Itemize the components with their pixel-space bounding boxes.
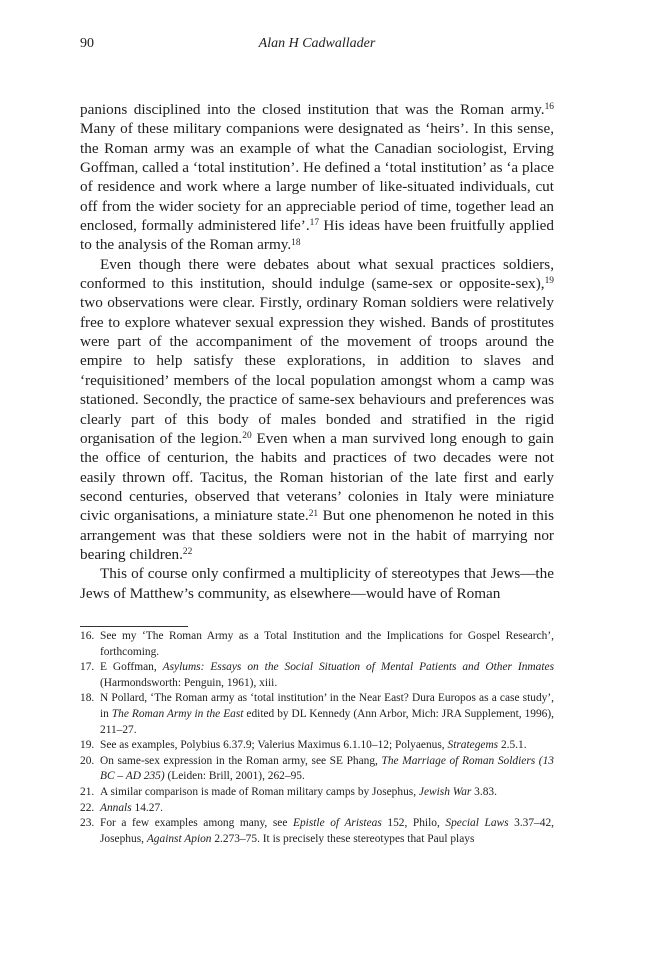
book-title: The Marriage of Roman Soldiers (13 BC – AD 235) [100, 754, 554, 783]
footnote-number: 18. [80, 692, 95, 705]
text-run: Even when a man survived long enough to gain the office of centurion, the habits and practices of two decades were not easily thrown off. Tacitus, the Roman historian of the late first and early second centuries, observed that veterans’ colonies in Italy were miniature civic organisations, a miniature state. [80, 429, 554, 525]
footnote-ref-21[interactable]: 21 [308, 508, 319, 519]
footnote-ref-20[interactable]: 20 [242, 431, 252, 442]
footnote-text [100, 629, 554, 660]
main-text [80, 100, 554, 603]
running-header [80, 36, 554, 56]
book-title: Against Apion [146, 832, 212, 845]
text-run: edited by DL Kennedy (Ann Arbor, Mich: JRA Supplement, 1996), 211–27. [100, 707, 554, 736]
text-run: 2.5.1. [498, 739, 527, 752]
footnotes [80, 629, 554, 847]
text-run: This of course only confirmed a multiplicity of stereotypes that Jews—the Jews of Matthew’s community, as elsewhere—would have of Roman [80, 565, 554, 602]
text-run: 14.27. [131, 801, 163, 814]
footnote-ref-18[interactable]: 18 [291, 237, 301, 248]
footnote-number: 22. [80, 801, 95, 814]
book-title: Special Laws [445, 817, 509, 830]
footnote-number: 16. [80, 630, 95, 642]
page-number: 90 [80, 36, 94, 51]
footnote-21 [80, 785, 554, 801]
footnote-18 [80, 691, 554, 738]
book-title: Annals [100, 801, 132, 814]
text-run: N Pollard, ‘The Roman army as ‘total institution’ in the Near East? Dura Europos as a case study’, in [100, 692, 554, 720]
footnote-ref-22[interactable]: 22 [182, 547, 193, 558]
footnote-19 [80, 738, 554, 754]
text-run: But one phenomenon he noted in this arrangement was that these soldiers were not in the habit of marrying nor bearing children. [80, 507, 554, 563]
text-run: panions disciplined into the closed institution that was the Roman army. [80, 101, 545, 118]
text-run: See my ‘The Roman Army as a Total Institution and the Implications for Gospel Research’, forthcoming. [100, 630, 554, 658]
footnote-text [100, 801, 554, 817]
footnote-23 [80, 816, 554, 847]
footnote-number: 17. [80, 661, 95, 674]
text-run: For a few examples among many, see [100, 817, 293, 830]
footnote-text [100, 691, 554, 738]
footnote-text [100, 816, 554, 847]
paragraph-1 [80, 100, 554, 255]
paragraph-3 [80, 564, 554, 603]
footnote-text [100, 660, 554, 691]
text-run: 152, Philo, [381, 817, 446, 830]
text-run: A similar comparison is made of Roman military camps by Josephus, [100, 785, 419, 798]
text-run: (Harmondsworth: Penguin, 1961), xiii. [100, 676, 278, 689]
text-run: (Leiden: Brill, 2001), 262–95. [164, 770, 305, 783]
text-run: 3.83. [471, 785, 497, 798]
footnote-ref-16[interactable]: 16 [544, 102, 554, 113]
footnote-number: 21. [80, 785, 95, 798]
footnote-ref-17[interactable]: 17 [309, 218, 320, 229]
book-title: Strategems [447, 739, 499, 752]
footnote-17 [80, 660, 554, 691]
text-run: Many of these military companions were designated as ‘heirs’. In this sense, the Roman army was an example of what the Canadian sociologist, Erving Goffman, called a ‘total institution’. He defined a ‘total institution’ as ‘a place of residence and work where a large number of like-situated individuals, cut off from the wider society for an appreciable period of time, together lead an enclosed, formally administered life’. [80, 120, 554, 235]
footnote-number: 23. [80, 817, 95, 830]
text-run: E Goffman, [100, 661, 163, 674]
footnote-text [100, 785, 554, 801]
running-head-author: Alan H Cadwallader [258, 36, 376, 51]
text-run: 3.37–42, Josephus, [100, 817, 554, 845]
book-title: Epistle of Aristeas [293, 817, 382, 830]
footnote-number: 19. [80, 739, 95, 752]
text-run: See as examples, Polybius 6.37.9; Valerius Maximus 6.1.10–12; Polyaenus, [100, 739, 448, 752]
footnote-separator [80, 626, 188, 627]
text-run: On same-sex expression in the Roman army, see SE Phang, [100, 754, 382, 767]
footnote-22 [80, 801, 554, 817]
footnote-text [100, 754, 554, 785]
book-title: The Roman Army in the East [111, 707, 244, 720]
book-title: Asylums: Essays on the Social Situation of Mental Patients and Other Inmates [162, 661, 554, 674]
text-run: Even though there were debates about what sexual practices soldiers, conformed to this institution, should indulge (same-sex or opposite-sex), [80, 255, 554, 293]
footnote-text [100, 738, 554, 754]
footnote-ref-19[interactable]: 19 [544, 276, 554, 287]
text-run: 2.273–75. It is precisely these stereotypes that Paul plays [211, 832, 475, 845]
paragraph-2 [80, 255, 554, 565]
text-run: His ideas have been fruitfully applied to the analysis of the Roman army. [80, 217, 554, 254]
footnote-number: 20. [80, 754, 95, 767]
text-run: two observations were clear. Firstly, ordinary Roman soldiers were relatively free to explore whatever sexual expression they wished. Bands of prostitutes were part of the accompaniment of the movement of troops around the empire to help satisfy these explorations, in addition to slaves and ‘requisitioned’ members of the local population amongst whom a camp was stationed. Secondly, the practice of same-sex behaviours and preferences was clearly part of this body of males bonded and stratified in the rigid organisation of the legion. [80, 294, 554, 447]
book-title: Jewish War [418, 785, 472, 798]
footnote-20 [80, 754, 554, 785]
footnote-16 [80, 629, 554, 660]
